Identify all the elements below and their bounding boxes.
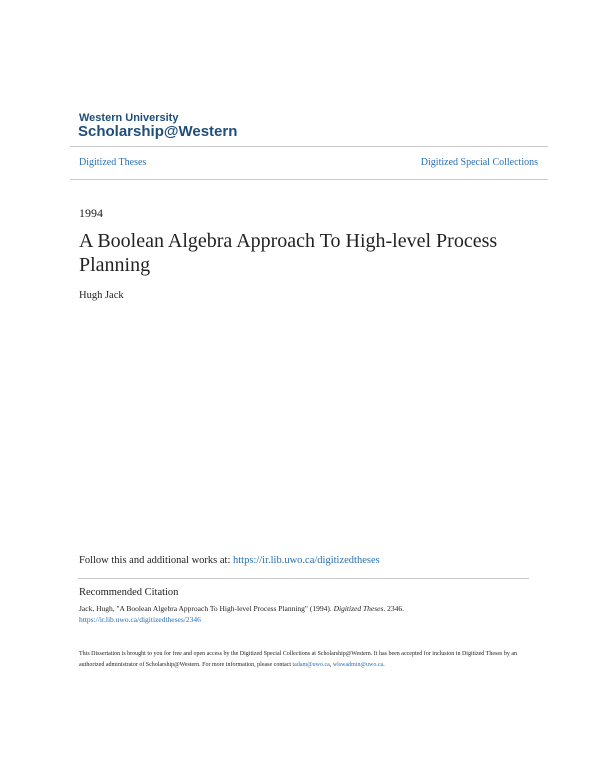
contact-email-link-1[interactable]: tadam@uwo.ca — [292, 662, 330, 668]
notice-separator: , — [329, 662, 333, 668]
recommended-citation-heading: Recommended Citation — [79, 587, 179, 598]
citation-block — [79, 603, 549, 625]
follow-line — [79, 555, 380, 566]
nav-divider — [70, 179, 548, 180]
notice-end: . — [383, 662, 385, 668]
citation-divider — [78, 578, 529, 579]
publication-year: 1994 — [79, 206, 103, 220]
citation-number: . 2346. — [383, 604, 405, 613]
follow-text: Follow this and additional works at: — [79, 555, 233, 566]
header-divider — [70, 146, 548, 147]
repository-logo-text[interactable]: Scholarship@Western — [78, 123, 238, 140]
digitized-theses-link[interactable]: Digitized Theses — [79, 157, 147, 168]
citation-url-link[interactable]: https://ir.lib.uwo.ca/digitizedtheses/2346 — [79, 615, 201, 624]
collection-url-link[interactable]: https://ir.lib.uwo.ca/digitizedtheses — [233, 555, 380, 566]
citation-series: Digitized Theses — [333, 604, 384, 613]
access-notice — [79, 649, 529, 671]
institution-name: Western University — [79, 112, 179, 124]
citation-text: Jack, Hugh, "A Boolean Algebra Approach To High-level Process Planning" (1994). — [79, 604, 334, 613]
document-title: A Boolean Algebra Approach To High-level Process Planning — [79, 230, 498, 276]
digitized-special-collections-link[interactable]: Digitized Special Collections — [420, 157, 538, 168]
notice-text: This Dissertation is brought to you for free and open access by the Digitized Special Collections at Scholarship@Western. It has been accepted for inclusion in Digitized Theses by an authorized administrator of Scholarship@Western. For more information, please contact — [79, 651, 517, 668]
author-name: Hugh Jack — [79, 290, 124, 301]
contact-email-link-2[interactable]: wlswadmin@uwo.ca — [332, 662, 384, 668]
